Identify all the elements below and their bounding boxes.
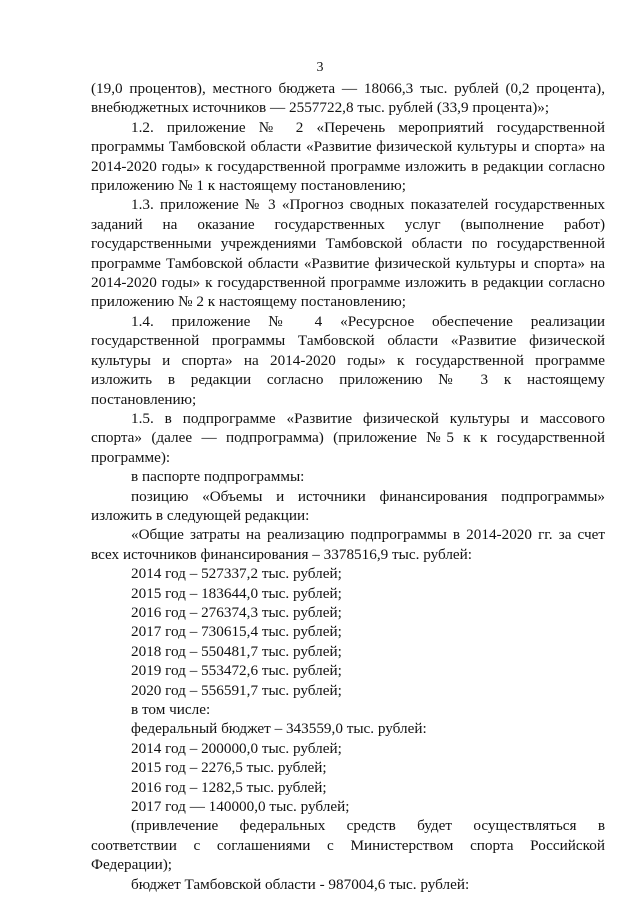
paragraph-item-1-4: 1.4. приложение № 4 «Ресурсное обеспечение реализации государственной программы Тамбовской области «Развитие физической культуры и спорта» на 2014-2020 годы» к государственной программе изложить в редакции согласно приложению № 3 к настоящему постановлению; [91,312,605,408]
passport-heading: в паспорте подпрограммы: [131,468,305,486]
paragraph-continuation: (19,0 процентов), местного бюджета — 18066,3 тыс. рублей (0,2 процента), внебюджетных источников — 2557722,8 тыс. рублей (33,9 процента)»; [91,80,605,117]
federal-2016: 2016 год – 1282,5 тыс. рублей; [131,778,327,796]
document-body [91,79,605,894]
federal-budget-line: федеральный бюджет – 343559,0 тыс. рублей: [131,720,427,738]
federal-2014: 2014 год – 200000,0 тыс. рублей; [131,739,342,757]
federal-2017: 2017 год — 140000,0 тыс. рублей; [131,798,350,816]
federal-note: (привлечение федеральных средств будет осуществляться в соответствии с соглашениями с Министерством спорта Российской Федерации); [91,817,605,874]
paragraph-item-1-2: 1.2. приложение № 2 «Перечень мероприятий государственной программы Тамбовской области «Развитие физической культуры и спорта» на 2014-2020 годы» к государственной программе изложить в редакции согласно приложению № 1 к настоящему постановлению; [91,118,605,195]
regional-budget-line: бюджет Тамбовской области - 987004,6 тыс. рублей: [131,875,470,893]
year-2015-total: 2015 год – 183644,0 тыс. рублей; [131,584,342,602]
paragraph-item-1-3: 1.3. приложение № 3 «Прогноз сводных показателей государственных заданий на оказание государственных услуг (выполнение работ) государственными учреждениями Тамбовской области по государственной программе Тамбовской области «Развитие физической культуры и спорта» на 2014-2020 годы» к государственной программе изложить в редакции согласно приложению № 2 к настоящему постановлению; [91,196,605,311]
paragraph-item-1-5: 1.5. в подпрограмме «Развитие физической культуры и массового спорта» (далее — подпрограмма) (приложение №5 к к государственной программе): [91,409,605,466]
year-2014-total: 2014 год – 527337,2 тыс. рублей; [131,565,342,583]
federal-2015: 2015 год – 2276,5 тыс. рублей; [131,759,327,777]
total-costs-line: «Общие затраты на реализацию подпрограммы в 2014-2020 гг. за счет всех источников финансирования – 3378516,9 тыс. рублей: [91,526,605,563]
year-2018-total: 2018 год – 550481,7 тыс. рублей; [131,642,342,660]
year-2017-total: 2017 год – 730615,4 тыс. рублей; [131,623,342,641]
page-number: 3 [316,60,324,75]
year-2020-total: 2020 год – 556591,7 тыс. рублей; [131,681,342,699]
including-label: в том числе: [131,701,211,718]
year-2019-total: 2019 год – 553472,6 тыс. рублей; [131,662,342,680]
year-2016-total: 2016 год – 276374,3 тыс. рублей; [131,603,342,621]
position-line: позицию «Объемы и источники финансирования подпрограммы» изложить в следующей редакции: [91,487,605,524]
